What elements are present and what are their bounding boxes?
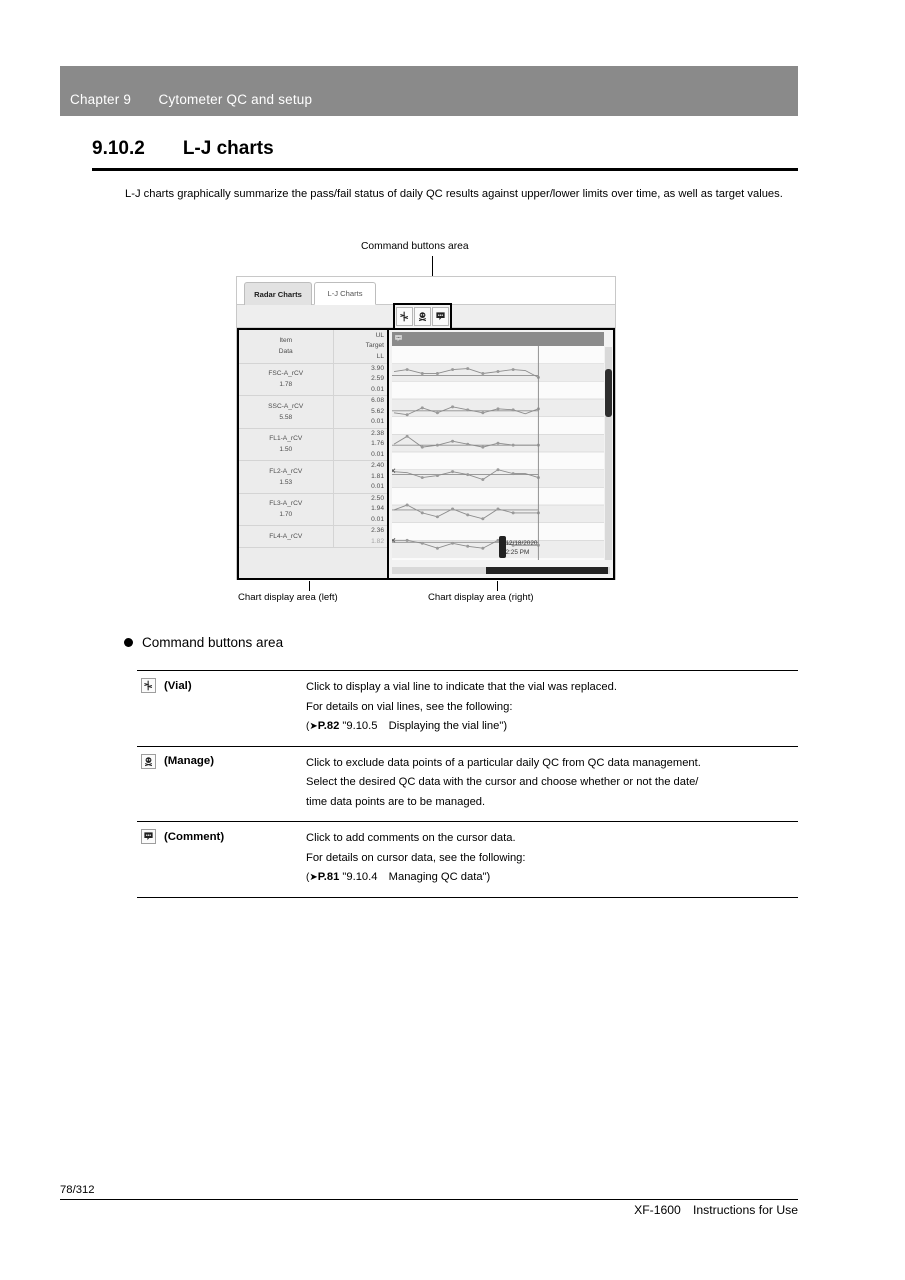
chapter-label: Chapter 9 Cytometer QC and setup <box>70 92 313 107</box>
command-desc-line: Click to exclude data points of a particular daily QC from QC data management. <box>306 756 701 769</box>
subsection-heading-label: Command buttons area <box>142 635 284 650</box>
chart-title-bar <box>392 332 604 346</box>
table-row[interactable] <box>239 428 387 461</box>
footer-divider <box>60 1199 798 1200</box>
subsection-heading <box>124 635 283 650</box>
command-reference <box>306 868 798 888</box>
command-desc-line: Select the desired QC data with the cursor and choose whether or not the date/ <box>306 776 699 788</box>
lj-chart-svg <box>392 346 604 560</box>
reference-text: "9.10.5 Displaying the vial line") <box>342 720 508 732</box>
row-item-name: FL3-A_rCV <box>269 500 303 508</box>
header-item-label: Item <box>279 337 293 345</box>
vial-icon <box>399 311 410 322</box>
row-ul: 2.36 <box>371 527 384 534</box>
row-ll: 0.01 <box>371 418 384 425</box>
caption-chart-display-right: Chart display area (right) <box>428 592 534 603</box>
row-item-name: FL1-A_rCV <box>269 435 303 443</box>
cursor-datetime-label <box>505 539 537 557</box>
command-desc-line: For details on vial lines, see the following: <box>306 700 513 713</box>
row-target: 5.62 <box>371 407 384 415</box>
page-title: 9.10.2 L-J charts <box>92 138 274 159</box>
command-reference <box>306 717 798 737</box>
header-ul-label: UL <box>375 331 384 339</box>
leader-line-chart-left <box>309 581 310 591</box>
section-divider <box>92 168 798 171</box>
table-header-row <box>239 330 387 363</box>
row-item-data: 1.50 <box>279 446 293 454</box>
chart-vertical-scrollbar-thumb[interactable] <box>605 369 612 417</box>
row-ul: 2.38 <box>371 429 384 437</box>
section-intro-text: L-J charts graphically summarize the pass/fail status of daily QC results against upper/lower limits over time, as well as target values. <box>125 188 783 200</box>
leader-line-chart-right <box>497 581 498 591</box>
lj-chart-plot[interactable] <box>392 346 604 560</box>
row-item-name: FL4-A_rCV <box>269 533 303 540</box>
row-ll: 0.01 <box>371 450 384 458</box>
command-desc-line: For details on cursor data, see the following: <box>306 851 526 864</box>
row-ul: 2.50 <box>371 494 384 502</box>
row-item-data: 1.70 <box>279 511 293 519</box>
table-row[interactable] <box>239 396 387 429</box>
row-ul: 6.08 <box>371 397 384 404</box>
row-target: 1.82 <box>371 537 384 545</box>
row-ll: 0.01 <box>371 385 384 393</box>
command-desc-line: Click to display a vial line to indicate that the vial was replaced. <box>306 681 617 693</box>
row-target: 1.76 <box>371 440 384 447</box>
command-label-comment: (Comment) <box>164 830 225 843</box>
callout-command-buttons-area: Command buttons area <box>361 241 469 252</box>
application-screenshot <box>236 276 616 580</box>
table-row[interactable] <box>239 526 387 548</box>
table-row <box>137 822 798 898</box>
table-row[interactable] <box>239 461 387 494</box>
section-heading <box>92 138 798 171</box>
table-filler-row <box>239 548 387 581</box>
chart-horizontal-scrollbar[interactable] <box>392 567 610 574</box>
tab-lj-charts[interactable] <box>314 282 376 305</box>
chart-vertical-scrollbar[interactable] <box>605 347 612 560</box>
manage-icon <box>141 754 156 769</box>
manage-icon <box>417 311 428 322</box>
row-target: 2.59 <box>371 375 384 382</box>
row-item-data: 5.58 <box>279 413 293 421</box>
header-item-cell <box>239 330 333 363</box>
footer-product-label: XF-1600 Instructions for Use <box>634 1203 798 1217</box>
chapter-header-band <box>60 66 798 116</box>
row-item-data: 1.53 <box>279 478 293 486</box>
reference-page: P.81 <box>317 871 340 883</box>
cursor-time: 2:25 PM <box>505 549 530 556</box>
row-target: 1.94 <box>371 505 384 512</box>
table-row[interactable] <box>239 363 387 396</box>
row-item-name: SSC-A_rCV <box>268 402 304 410</box>
qc-items-table <box>239 330 387 580</box>
row-ll: 0.01 <box>371 483 384 490</box>
vial-button[interactable] <box>396 307 413 326</box>
tab-lj-charts-label: L-J Charts <box>327 289 363 298</box>
tab-radar-charts-label: Radar Charts <box>254 289 302 299</box>
table-row <box>137 746 798 822</box>
header-ll-label: LL <box>376 352 384 360</box>
tab-bar <box>237 277 615 305</box>
toolbar-row <box>237 305 615 328</box>
cursor-date: 12/18/2020 <box>505 540 538 547</box>
reference-text: "9.10.4 Managing QC data") <box>342 871 491 883</box>
chart-panes <box>237 328 615 580</box>
table-row[interactable] <box>239 493 387 526</box>
header-target-label: Target <box>365 342 384 349</box>
chart-display-area-right <box>389 328 615 580</box>
caption-chart-display-left: Chart display area (left) <box>238 592 338 603</box>
row-ul: 2.40 <box>371 462 384 469</box>
manage-button[interactable] <box>414 307 431 326</box>
page-number: 78/312 <box>60 1184 95 1196</box>
command-label-manage: (Manage) <box>164 755 214 767</box>
reference-prefix: (➤ <box>306 721 318 732</box>
row-ul: 3.90 <box>371 364 384 372</box>
row-item-name: FSC-A_rCV <box>268 370 304 378</box>
tab-radar-charts[interactable] <box>244 282 312 305</box>
row-target: 1.81 <box>371 472 384 480</box>
chart-display-area-left <box>237 328 389 580</box>
command-label-vial: (Vial) <box>164 679 192 692</box>
comment-icon <box>435 311 446 322</box>
bullet-icon <box>124 638 133 647</box>
command-buttons-area <box>393 303 452 330</box>
command-desc-line: time data points are to be managed. <box>306 795 486 808</box>
row-item-data: 1.78 <box>279 381 293 389</box>
table-row <box>137 671 798 747</box>
command-desc-line: Click to add comments on the cursor data. <box>306 832 516 844</box>
command-buttons-description-table <box>137 670 798 898</box>
comment-icon <box>141 829 156 844</box>
header-limits-cell <box>333 330 387 363</box>
row-ll: 0.01 <box>371 515 384 523</box>
reference-page: P.82 <box>317 720 340 732</box>
reference-prefix: (➤ <box>306 872 318 883</box>
vial-icon <box>141 678 156 693</box>
comment-button[interactable] <box>432 307 449 326</box>
header-data-label: Data <box>278 348 293 356</box>
row-item-name: FL2-A_rCV <box>269 467 303 475</box>
chart-horizontal-scrollbar-thumb[interactable] <box>486 567 608 574</box>
